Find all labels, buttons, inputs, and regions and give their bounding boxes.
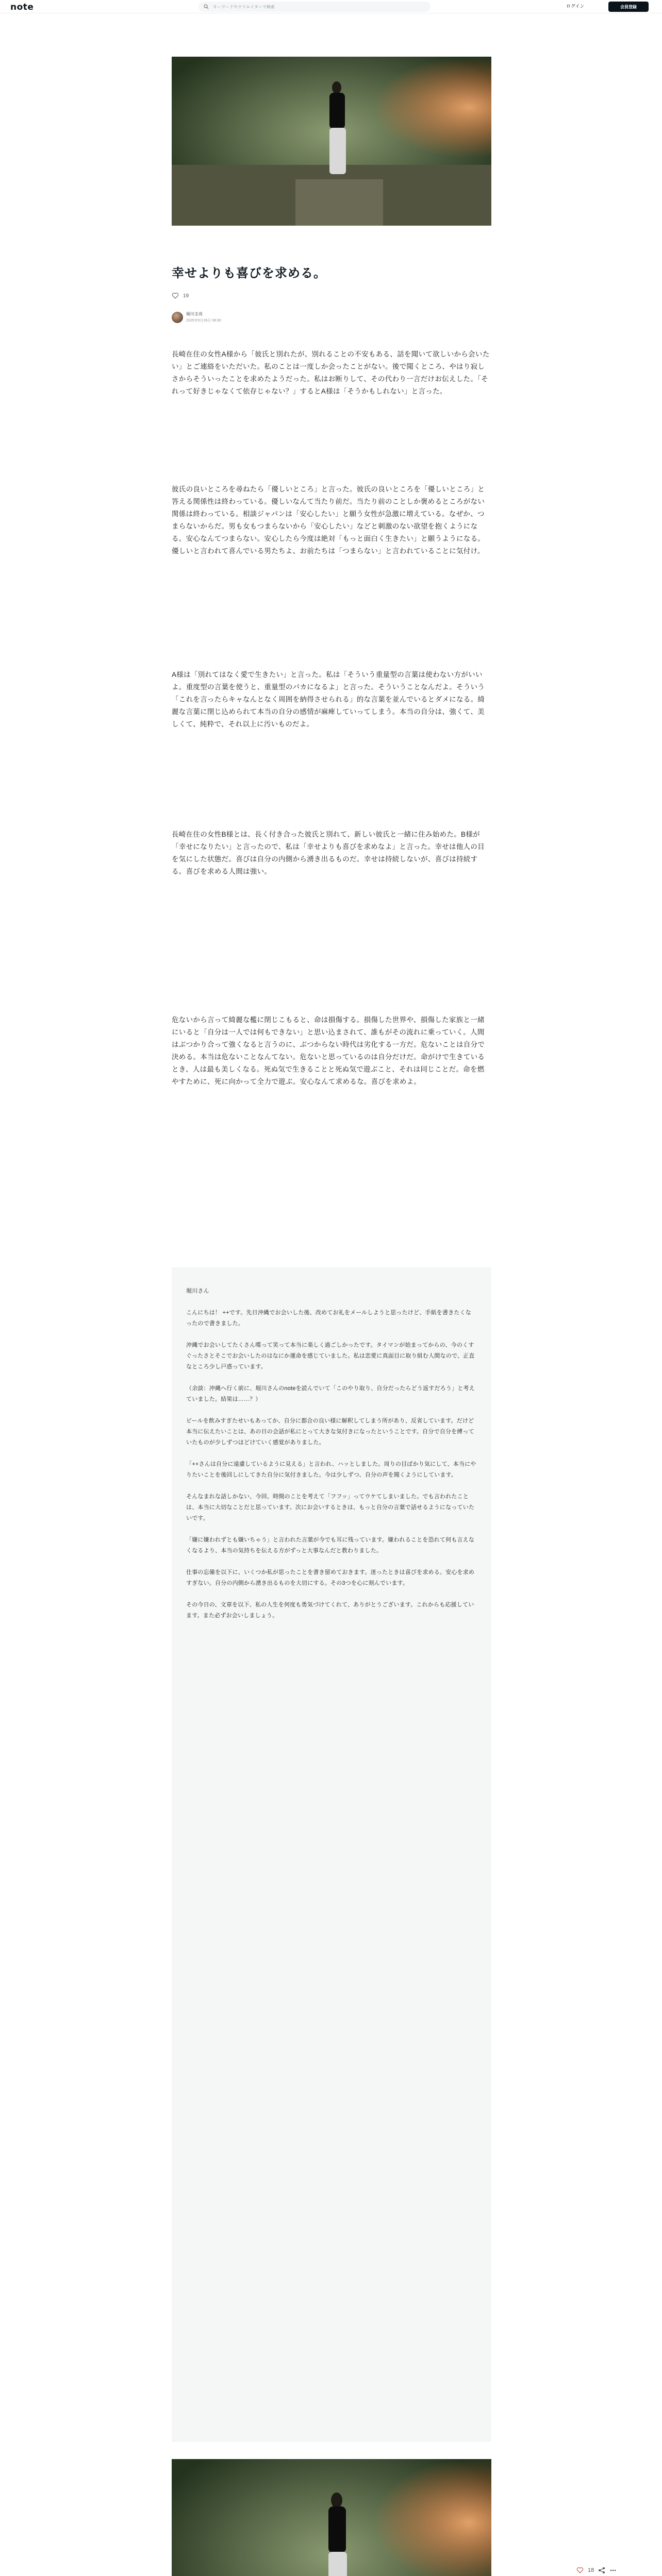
- search-bar[interactable]: [198, 2, 431, 12]
- body-paragraph: 危ないから言って綺麗な檻に閉じこもると、命は損傷する。損傷した世界や、損傷した家族と一緒にいると「自分は一人では何もできない」と思い込まされて、誰もがその流れに乗っていく。人間はぶつかり合って強くなると言うのに、ぶつからない時代は劣化する一方だ。危ないことは自分で決める。本当は危ないことなんてない。危ないと思っているのは自分だけだ。命がけで生きているとき、人は最も美しくなる。死ぬ気で生きることと死ぬ気で遊ぶこと、それは同じことだ。命を燃やすために、死に向かって全力で遊ぶ。安心なんて求めるな。喜びを求めよ。: [172, 1016, 485, 1086]
- publish-date: 2025年5月26日 08:30: [186, 319, 221, 323]
- letter-paragraph: こんにちは！ ++です。先日沖縄でお会いした後、改めてお礼をメールしようと思ったけど、手紙を書きたくなったので書きました。: [186, 1310, 471, 1327]
- login-link[interactable]: ログイン: [566, 4, 585, 9]
- article-title: 幸せよりも喜びを求める。: [172, 266, 326, 280]
- letter-paragraph: ビールを飲みすぎたせいもあってか、自分に都合の良い様に解釈してしまう所があり、反省しています。だけど本当に伝えたいことは、あの日の会話が私にとって大きな気付きになったということです。自分で自分を縛っていたものが少しずつほどけていく感覚がありました。: [186, 1418, 474, 1446]
- body-paragraph: 長崎在住の女性B様とは、長く付き合った彼氏と別れて、新しい彼氏と一緒に住み始めた。B様が「幸せになりたい」と言ったので、私は「幸せよりも喜びを求めなよ」と言った。幸せは他人の目を気にした状態だ。喜びは自分の内側から湧き出るものだ。幸せは持続しないが、喜びは持続する。喜びを求める人間は強い。: [172, 831, 485, 875]
- letter-paragraph: そんなまれな話しかない、今回、時間のことを考えて「フフッ」ってウケてしまいました。でも言われたことは、本当に大切なことだと思っています。次にお会いするときは、もっと自分の言葉で話せるようになっていたいです。: [186, 1494, 475, 1521]
- floating-like-count: 18: [588, 2567, 594, 2573]
- body-paragraph: 彼氏の良いところを尋ねたら「優しいところ」と言った。彼氏の良いところを「優しいところ」と答える関係性は終わっている。優しいなんて当たり前だ。当たり前のことしか褒めるところがない関係は終わっている。相談ジャパンは「安心したい」と願う女性が急激に増えている。なぜか、つまらないからだ。男も女もつまらないから「安心したい」などと刺激のない欲望を抱くようになる。安心なんてつまらない。安心したら今度は絶対「もっと面白く生きたい」と願うようになる。優しいと言われて喜んでいる男たちよ、お前たちは「つまらない」と言われていることに気付け。: [172, 485, 485, 555]
- letter-paragraph: 仕事の忘備を以下に、いくつか私が思ったことを書き留めておきます。迷ったときは喜びを求める。安心を求めすぎない。自分の内側から湧き出るものを大切にする。その3つを心に刻んでいます。: [186, 1569, 475, 1586]
- search-icon: [204, 4, 209, 9]
- quoted-letter: [172, 1267, 491, 2442]
- like-count: 19: [183, 293, 189, 299]
- floating-actions: [576, 2567, 617, 2574]
- letter-paragraph: 沖縄でお会いしてたくさん喋って笑って本当に楽しく過ごしかったです。タイマンが始まってからの、今のくすぐったさとそこでお会いしたのはなにか運命を感じていました。私は恋愛に真面目に取り組む人間なので、正直なところ少し戸惑っています。: [186, 1342, 475, 1370]
- site-header: [0, 0, 662, 13]
- share-icon[interactable]: [598, 2567, 605, 2574]
- letter-paragraph: 「嫌に嫌われずとも嫌いちゃう」と言われた言葉が今でも耳に残っています。嫌われることを恐れて何も言えなくなるより、本当の気持ちを伝える方がずっと大事なんだと教わりました。: [186, 1537, 475, 1554]
- author-avatar[interactable]: [172, 312, 183, 323]
- letter-paragraph: 「++さんは自分に遠慮しているように見える」と言われ、ハッとしました。周りの目ばかり気にして、本当にやりたいことを後回しにしてきた自分に気付きました。今は少しずつ、自分の声を聞くようにしています。: [186, 1461, 476, 1478]
- letter-paragraph: その今日の、文章を以下、私の人生を何度も勇気づけてくれて、ありがとうございます。これからも応援しています。また必ずお会いしましょう。: [186, 1602, 474, 1619]
- body-paragraph: 長崎在住の女性A様から「彼氏と別れたが、別れることの不安もある、話を聞いて欲しいから会いたい」とご連絡をいただいた。私のことは一度しか会ったことがない。後で聞くところ、やはり寂しさからそういったことを求めたようだった。私はお断りして、その代わり一言だけお伝えした。「それって好きじゃなくて依存じゃない？」するとA様は「そうかもしれない」と言った。: [172, 350, 490, 395]
- more-icon[interactable]: [609, 2567, 617, 2574]
- author-block[interactable]: [172, 311, 221, 323]
- signup-button[interactable]: 会員登録: [608, 2, 649, 12]
- letter-paragraph: （余談：沖縄へ行く前に、堀川さんのnoteを読んでいて「このやり取り、自分だったらどう返すだろう」と考えていました。結果は……？）: [186, 1385, 475, 1402]
- search-input[interactable]: [213, 5, 419, 9]
- second-photo: [172, 2459, 491, 2576]
- author-name[interactable]: 堀川圭亮: [186, 312, 203, 316]
- letter-paragraph: 堀川さん: [186, 1288, 209, 1294]
- heart-icon[interactable]: [576, 2567, 584, 2574]
- like-bar: [172, 292, 189, 299]
- note-logo[interactable]: note: [10, 2, 34, 12]
- body-paragraph: A様は「別れてはなく愛で生きたい」と言った。私は「そういう重量型の言葉は使わない方がいいよ。重度型の言葉を使うと、重量型のパカになるよ」と言った。そういうことなんだよ。そういう「これを言ったらキャなんとなく周囲を納得させられる」的な言葉を並んでいるとダメになる。綺麗な言葉に閉じ込められて本当の自分の感情が麻痺していってしまう。本当の自分は、強くて、美しくて、純粋で、それ以上に汚いものだよ。: [172, 671, 485, 728]
- hero-photo: [172, 57, 491, 226]
- heart-icon[interactable]: [172, 292, 179, 299]
